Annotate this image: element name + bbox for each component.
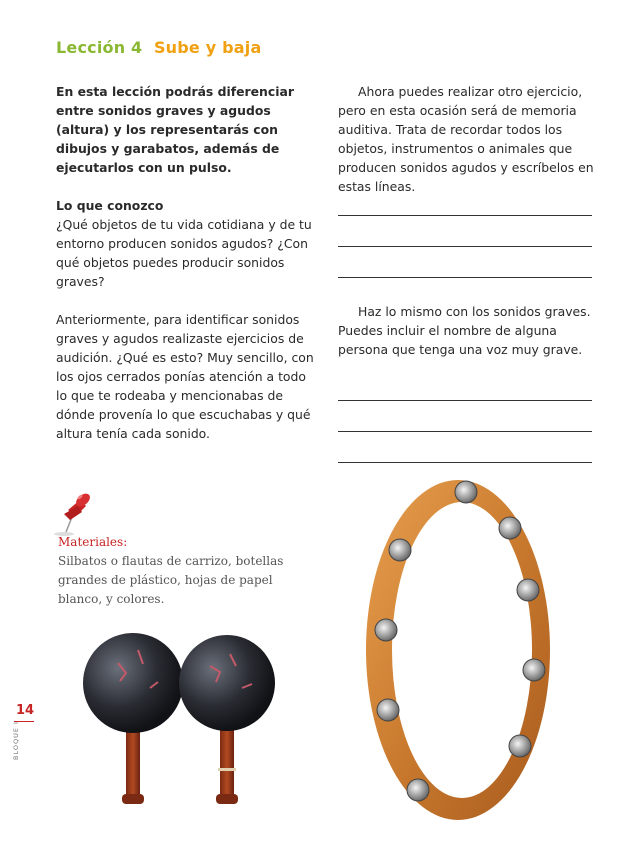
left-column [56, 82, 314, 443]
page-number: 14 [16, 703, 35, 718]
right-column [338, 82, 594, 196]
grave-paragraph: Haz lo mismo con los sonidos graves. Puedes incluir el nombre de alguna persona que tenga una voz muy grave. [338, 304, 591, 357]
intro-paragraph: En esta lección podrás diferenciar entre sonidos graves y agudos (altura) y los representarás con dibujos y garabatos, además de ejecutarlos con un pulso. [56, 84, 294, 175]
before-paragraph: Anteriormente, para identificar sonidos graves y agudos realizaste ejercicios de audición. ¿Qué es esto? Muy sencillo, con los ojos cerrados ponías atención a todo lo que te rodeaba y mencionabas de dónde provenía lo que escuchabas y qué altura tenía cada sonido. [56, 312, 314, 441]
materials-heading: Materiales: [58, 535, 128, 549]
maracas-photo [80, 618, 305, 818]
answer-line[interactable] [338, 400, 592, 401]
answer-line[interactable] [338, 277, 592, 278]
lesson-title [56, 38, 261, 57]
lesson-number: Lección 4 [56, 38, 143, 57]
pushpin-icon [50, 486, 102, 538]
right-column-grave [338, 302, 594, 359]
tambourine-photo [338, 470, 563, 830]
answer-line[interactable] [338, 215, 592, 216]
answer-line[interactable] [338, 431, 592, 432]
lesson-name: Sube y baja [153, 38, 262, 57]
materials-box [58, 533, 298, 609]
answer-line[interactable] [338, 462, 592, 463]
known-heading: Lo que conozco [56, 198, 164, 213]
materials-text: Silbatos o flautas de carrizo, botellas grandes de plástico, hojas de papel blanco, y colores. [58, 554, 284, 606]
bloque-label: BLOQUE I [12, 721, 20, 760]
known-paragraph: ¿Qué objetos de tu vida cotidiana y de tu entorno producen sonidos agudos? ¿Con qué objetos puedes producir sonidos graves? [56, 217, 312, 289]
answer-line[interactable] [338, 246, 592, 247]
exercise-paragraph: Ahora puedes realizar otro ejercicio, pero en esta ocasión será de memoria auditiva. Trata de recordar todos los objetos, instrumentos o animales que producen sonidos agudos y escríbelos en estas líneas. [338, 84, 594, 194]
